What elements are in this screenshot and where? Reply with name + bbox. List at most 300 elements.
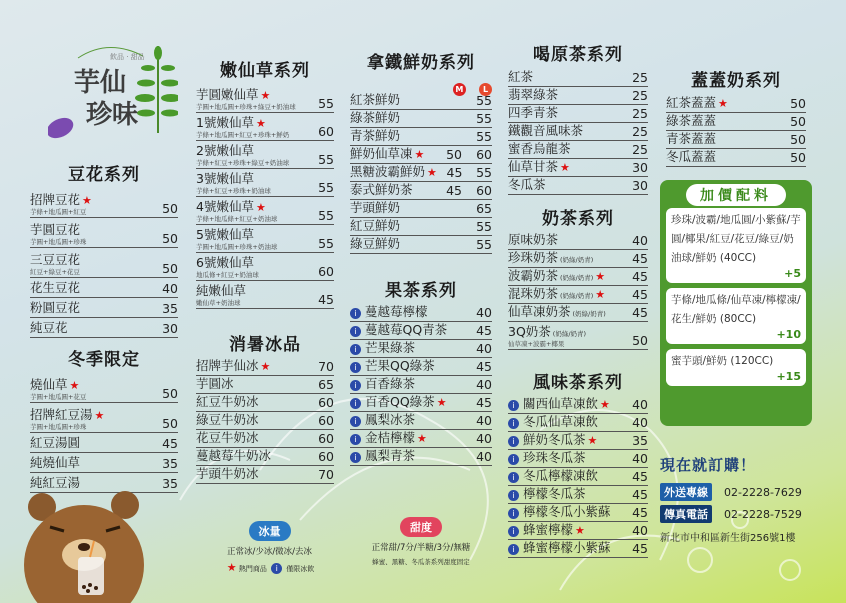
section-flavortea: [508, 368, 648, 558]
item-price: 30: [632, 178, 648, 193]
item-name: 紅茶鮮奶: [350, 92, 401, 107]
item-name: 純紅豆湯: [30, 475, 81, 490]
item-ingredients: 芋條+地瓜圓+紅豆: [30, 208, 87, 216]
fax-line: [660, 505, 820, 523]
item-price: 60: [318, 124, 334, 139]
section-grassjelly: [196, 56, 334, 309]
item-ingredients: 嫩仙草+奶油球: [196, 299, 241, 307]
item-name: 黑糖波霸鮮奶: [350, 164, 426, 179]
item-name: 紅豆鮮奶: [350, 218, 401, 233]
item-price: 45: [632, 287, 648, 302]
star-icon: ★: [600, 398, 610, 411]
item-name: 燒仙草: [30, 377, 68, 392]
menu-item-row[interactable]: [196, 197, 334, 225]
star-icon: ★: [575, 524, 585, 537]
menu-item: [350, 126, 436, 144]
section-title: 嫩仙草系列: [220, 61, 310, 81]
item-name: 蜂蜜檸檬: [523, 522, 574, 537]
menu-item: [508, 322, 622, 348]
menu-item-row[interactable]: [30, 453, 178, 473]
cold-only-icon: i: [271, 563, 282, 574]
menu-item: [30, 433, 152, 451]
menu-item: [196, 281, 308, 307]
item-name: 原味奶茶: [508, 232, 559, 247]
addon-items: 珍珠/波霸/地瓜圓/小紫蘇/芋圓/椰果/紅豆/花豆/綠豆/奶油球/鮮奶 (40CC): [671, 214, 801, 264]
item-name: 檸檬冬瓜小紫蘇: [523, 504, 611, 519]
item-note: (奶綠/奶青): [560, 274, 594, 282]
item-name: 百香QQ綠茶: [365, 394, 435, 409]
item-price: 45: [632, 251, 648, 266]
menu-item-row[interactable]: [508, 322, 648, 350]
item-price: 50: [162, 201, 178, 216]
menu-item: [350, 108, 436, 126]
item-price: 45: [632, 469, 648, 484]
item-price: 60: [318, 413, 334, 428]
item-price: 55: [318, 180, 334, 195]
section-title: 奶茶系列: [542, 209, 614, 229]
item-name: 綠茶鮮奶: [350, 110, 401, 125]
item-name: 珍珠冬瓜茶: [523, 450, 586, 465]
menu-item-row[interactable]: [30, 373, 178, 403]
menu-item: [196, 225, 308, 251]
delivery-line: [660, 483, 820, 501]
menu-item-row[interactable]: [30, 248, 178, 278]
item-price: 45: [632, 487, 648, 502]
item-price: 30: [162, 321, 178, 336]
menu-item: [196, 113, 308, 139]
sweetness-options: 正常甜/7分/半糖/3分/無糖: [371, 543, 471, 553]
item-name: 綠豆鮮奶: [350, 236, 401, 251]
cold-only-icon: i: [508, 508, 519, 519]
price-l: 55: [476, 129, 492, 144]
item-price: 45: [162, 436, 178, 451]
item-ingredients: 芋圓+地瓜圓+珍珠+綠豆+奶油球: [196, 103, 296, 111]
sweetness-title: 甜度: [400, 517, 442, 537]
menu-item: [30, 453, 152, 471]
item-note: (奶綠/奶青): [572, 310, 606, 318]
menu-item-row[interactable]: [196, 85, 334, 113]
item-price: 60: [318, 431, 334, 446]
cold-only-icon: i: [508, 418, 519, 429]
menu-item: [666, 147, 780, 165]
star-icon: ★: [255, 201, 266, 214]
menu-item: [196, 428, 308, 446]
star-icon: ★: [417, 432, 427, 445]
menu-item: [350, 338, 466, 356]
legend-cold: 僅限冰飲: [286, 565, 315, 573]
price-m: 50: [446, 147, 462, 162]
item-name: 招牌芋仙冰: [196, 358, 259, 373]
item-name: 紅豆牛奶冰: [196, 394, 259, 409]
star-icon: ★: [94, 409, 105, 422]
item-name: 翡翠綠茶: [508, 87, 559, 102]
price-m: 45: [446, 165, 463, 180]
menu-item: [350, 410, 466, 428]
item-name: 招牌豆花: [30, 192, 81, 207]
menu-item: [30, 298, 152, 316]
size-l-badge: L: [479, 83, 492, 96]
menu-item: [350, 198, 436, 216]
menu-item-row[interactable]: [196, 169, 334, 197]
item-ingredients: 芋條+地瓜條+紅豆+奶油球: [196, 215, 278, 223]
item-name: 鳳梨冰茶: [365, 412, 416, 427]
item-price: 40: [632, 451, 648, 466]
addon-group[interactable]: [666, 208, 806, 283]
menu-item: [508, 85, 622, 103]
item-price: 25: [632, 70, 648, 85]
addon-price: +5: [784, 267, 801, 280]
menu-item: [666, 129, 780, 147]
item-name: 芒果綠茶: [365, 340, 416, 355]
item-price: 35: [162, 476, 178, 491]
item-name: 仙草凍奶茶: [508, 304, 571, 319]
menu-item: [666, 111, 780, 129]
menu-item-row[interactable]: [30, 188, 178, 218]
item-price: 55: [318, 208, 334, 223]
item-price: 40: [632, 523, 648, 538]
item-price: 50: [790, 132, 806, 147]
item-name: 粉圓豆花: [30, 300, 81, 315]
cold-only-icon: i: [350, 380, 361, 391]
price-l: 55: [476, 93, 492, 108]
menu-item: [30, 250, 152, 276]
item-name: 冬瓜檸檬凍飲: [523, 468, 599, 483]
item-price: 65: [318, 377, 334, 392]
logo-line2: 珍味: [86, 100, 139, 130]
item-price: 35: [632, 433, 648, 448]
item-name: 百香綠茶: [365, 376, 416, 391]
item-name: 綠豆牛奶冰: [196, 412, 259, 427]
menu-item-row[interactable]: [508, 177, 648, 195]
section-puretea: [508, 40, 648, 195]
star-icon: ★: [427, 166, 437, 179]
item-price: 35: [162, 456, 178, 471]
menu-item: [508, 430, 622, 448]
star-icon: ★: [595, 270, 606, 283]
item-note: (奶綠/奶青): [560, 292, 594, 300]
item-name: 仙草甘茶: [508, 159, 559, 174]
item-name: 珍珠奶茶: [508, 250, 559, 265]
addon-panel: [660, 180, 812, 426]
menu-item-row[interactable]: [30, 298, 178, 318]
ice-title: 冰量: [249, 521, 291, 541]
item-ingredients: 芋圓+地瓜圓+珍珠+奶油球: [196, 243, 278, 251]
menu-item: [196, 374, 308, 392]
menu-item-row[interactable]: [666, 149, 806, 167]
section-title: 拿鐵鮮奶系列: [367, 53, 475, 73]
item-name: 混珠奶茶: [508, 286, 559, 301]
section-milktea: [508, 204, 648, 350]
star-icon: ★: [260, 360, 271, 373]
item-name: 芋圓冰: [196, 376, 234, 391]
item-price: 40: [476, 341, 492, 356]
menu-item: [350, 216, 436, 234]
menu-item: [508, 302, 622, 320]
item-price: 30: [632, 160, 648, 175]
item-price: 25: [632, 124, 648, 139]
item-price: 45: [632, 541, 648, 556]
section-title: 風味茶系列: [533, 373, 623, 393]
section-title: 豆花系列: [68, 165, 140, 185]
price-l: 55: [476, 111, 492, 126]
price-l: 55: [476, 219, 492, 234]
menu-item-row[interactable]: [30, 433, 178, 453]
section-title: 喝原茶系列: [533, 45, 623, 65]
section-title: 消暑冰品: [229, 335, 301, 355]
addon-price: +15: [776, 370, 801, 383]
section-winter: [30, 345, 178, 493]
item-name: 6號嫩仙草: [196, 255, 254, 270]
star-icon: ★: [260, 89, 271, 102]
item-price: 50: [790, 114, 806, 129]
item-name: 紅豆湯圓: [30, 435, 81, 450]
item-price: 50: [162, 261, 178, 276]
menu-item: [30, 190, 152, 216]
menu-item-row[interactable]: [196, 466, 334, 484]
item-price: 45: [476, 395, 492, 410]
menu-item: [508, 67, 622, 85]
item-price: 50: [790, 150, 806, 165]
menu-item: [508, 466, 622, 484]
item-name: 純嫩仙草: [196, 283, 247, 298]
price-l: 55: [476, 165, 492, 180]
menu-item-row[interactable]: [30, 318, 178, 338]
item-ingredients: 芋圓+地瓜圓+珍珠: [30, 238, 87, 246]
fax-phone[interactable]: 02-2228-7529: [724, 507, 802, 521]
item-price: 50: [162, 386, 178, 401]
item-name: 冬瓜仙草凍飲: [523, 414, 599, 429]
star-icon: ★: [595, 288, 606, 301]
menu-item: [508, 266, 622, 284]
ice-level-legend: [212, 520, 327, 574]
section-gaigai: [666, 66, 806, 167]
item-name: 花豆牛奶冰: [196, 430, 259, 445]
fax-label: 傳真電話: [660, 505, 712, 523]
item-name: 泰式鮮奶茶: [350, 182, 413, 197]
item-price: 50: [162, 231, 178, 246]
item-name: 芒果QQ綠茶: [365, 358, 435, 373]
item-name: 蜜香烏龍茶: [508, 141, 571, 156]
address: 新北市中和區新生街256號1樓: [660, 533, 796, 544]
item-name: 蔓越莓牛奶冰: [196, 448, 272, 463]
item-price: 40: [632, 397, 648, 412]
addon-group[interactable]: [666, 349, 806, 386]
cold-only-icon: i: [508, 544, 519, 555]
star-icon: ★: [69, 379, 80, 392]
menu-item: [508, 538, 622, 556]
item-ingredients: 芋條+紅豆+珍珠+綠豆+奶油球: [196, 159, 290, 167]
item-name: 4號嫩仙草: [196, 199, 254, 214]
item-name: 鐵觀音風味茶: [508, 123, 584, 138]
item-name: 招牌紅豆湯: [30, 407, 93, 422]
logo-tagline: 飲品 · 甜品: [110, 53, 145, 61]
section-latte: [350, 48, 492, 254]
menu-item: [350, 180, 436, 198]
item-name: 金桔檸檬: [365, 430, 416, 445]
item-price: 60: [318, 264, 334, 279]
menu-item: [196, 141, 308, 167]
item-name: 紅茶蓋蓋: [666, 95, 717, 110]
menu-item: [508, 103, 622, 121]
addon-title: 加價配料: [686, 184, 786, 206]
addon-items: 芋條/地瓜條/仙草凍/檸檬凍/花生/鮮奶 (80CC): [671, 294, 801, 325]
item-name: 關西仙草凍飲: [523, 396, 599, 411]
cold-only-icon: i: [508, 454, 519, 465]
menu-item: [666, 93, 780, 111]
menu-item: [350, 162, 437, 180]
cold-only-icon: i: [350, 308, 361, 319]
item-ingredients: 地瓜條+紅豆+奶油球: [196, 271, 259, 279]
size-m-badge: M: [453, 83, 466, 96]
item-name: 三豆豆花: [30, 252, 81, 267]
menu-item: [196, 464, 308, 482]
menu-item: [508, 394, 622, 412]
price-m: 45: [446, 183, 462, 198]
section-cooling: [196, 330, 334, 484]
star-icon: ★: [414, 148, 425, 161]
section-fruittea: [350, 276, 492, 466]
menu-item: [196, 169, 308, 195]
addon-group[interactable]: [666, 288, 806, 344]
menu-item: [508, 520, 622, 538]
menu-item: [350, 234, 436, 252]
menu-item: [508, 121, 622, 139]
menu-item-row[interactable]: [350, 236, 492, 254]
item-price: 40: [632, 415, 648, 430]
menu-item: [350, 144, 436, 162]
item-note: (奶綠/奶青): [560, 256, 594, 264]
item-name: 芋圓嫩仙草: [196, 87, 259, 102]
menu-item: [196, 392, 308, 410]
menu-item: [508, 448, 622, 466]
menu-item: [30, 318, 152, 336]
cold-only-icon: i: [508, 490, 519, 501]
item-price: 40: [476, 431, 492, 446]
menu-item: [196, 356, 308, 374]
cold-only-icon: i: [350, 362, 361, 373]
sweetness-note: 蜂蜜、黑糖、冬瓜茶系列甜度固定: [372, 558, 470, 566]
menu-item-row[interactable]: [30, 403, 178, 433]
menu-item: [350, 356, 466, 374]
brand-logo: [48, 38, 178, 148]
item-price: 45: [632, 305, 648, 320]
item-ingredients: 芋圓+地瓜圓+花豆: [30, 393, 87, 401]
menu-item: [196, 410, 308, 428]
item-name: 冬瓜茶: [508, 177, 546, 192]
cold-only-icon: i: [350, 344, 361, 355]
menu-item: [196, 446, 308, 464]
item-price: 50: [162, 416, 178, 431]
item-name: 花生豆花: [30, 280, 81, 295]
star-icon: ★: [226, 561, 237, 574]
menu-item: [508, 139, 622, 157]
item-price: 35: [162, 301, 178, 316]
section-title: 蓋蓋奶系列: [691, 71, 781, 91]
menu-item: [350, 374, 466, 392]
menu-item-row[interactable]: [508, 540, 648, 558]
price-l: 65: [476, 201, 492, 216]
menu-item: [350, 90, 436, 108]
cold-only-icon: i: [350, 452, 361, 463]
item-price: 40: [162, 281, 178, 296]
menu-item-row[interactable]: [196, 281, 334, 309]
item-name: 冬瓜蓋蓋: [666, 149, 717, 164]
item-name: 純豆花: [30, 320, 68, 335]
star-icon: ★: [82, 194, 92, 207]
menu-item-row[interactable]: [196, 253, 334, 281]
star-icon: ★: [560, 161, 570, 174]
cold-only-icon: i: [508, 400, 519, 411]
item-price: 40: [476, 413, 492, 428]
item-name: 鮮奶冬瓜茶: [523, 432, 586, 447]
item-ingredients: 仙草凍+波霸+椰果: [508, 340, 565, 348]
delivery-phone[interactable]: 02-2228-7629: [724, 485, 802, 499]
price-l: 55: [476, 237, 492, 252]
item-name: 紅茶: [508, 69, 534, 84]
price-l: 60: [476, 147, 492, 162]
menu-item: [350, 428, 466, 446]
item-name: 四季青茶: [508, 105, 559, 120]
item-price: 50: [632, 333, 648, 348]
menu-item: [508, 230, 622, 248]
star-icon: ★: [718, 97, 728, 110]
bear-mascot-illustration: [20, 485, 150, 603]
menu-item: [30, 278, 152, 296]
menu-item-row[interactable]: [508, 304, 648, 322]
menu-item: [30, 375, 152, 401]
menu-item: [508, 248, 622, 266]
menu-item: [508, 412, 622, 430]
star-icon: ★: [436, 396, 447, 409]
item-price: 25: [632, 88, 648, 103]
item-ingredients: 芋圓+地瓜圓+珍珠: [30, 423, 87, 431]
cold-only-icon: i: [508, 526, 519, 537]
menu-item-row[interactable]: [196, 113, 334, 141]
item-price: 40: [476, 305, 492, 320]
cold-only-icon: i: [350, 398, 361, 409]
menu-item-row[interactable]: [196, 225, 334, 253]
item-name: 3Q奶茶: [508, 324, 551, 339]
legend-hot: 熱門商品: [238, 565, 267, 573]
cold-only-icon: i: [508, 472, 519, 483]
menu-item-row[interactable]: [350, 448, 492, 466]
menu-item-row[interactable]: [196, 141, 334, 169]
item-price: 45: [318, 292, 334, 307]
item-ingredients: 紅豆+綠豆+花豆: [30, 268, 80, 276]
menu-item: [350, 302, 466, 320]
item-price: 45: [476, 323, 492, 338]
item-name: 3號嫩仙草: [196, 171, 254, 186]
menu-item: [350, 392, 466, 410]
item-price: 45: [632, 505, 648, 520]
item-name: 蜂蜜檸檬小紫蘇: [523, 540, 611, 555]
section-title: 冬季限定: [68, 350, 140, 370]
item-name: 蔓越莓檸檬: [365, 304, 428, 319]
menu-item: [350, 320, 466, 338]
menu-item-row[interactable]: [30, 278, 178, 298]
cold-only-icon: i: [350, 416, 361, 427]
section-title: 果茶系列: [385, 281, 457, 301]
item-note: (奶綠/奶青): [552, 330, 587, 338]
menu-item: [350, 446, 466, 464]
menu-item: [196, 197, 308, 223]
cold-only-icon: i: [508, 436, 519, 447]
menu-item: [196, 85, 308, 111]
menu-item: [508, 502, 622, 520]
menu-item-row[interactable]: [30, 218, 178, 248]
menu-item: [508, 157, 622, 175]
item-ingredients: 芋條+地瓜圓+紅豆+珍珠+鮮奶: [196, 131, 290, 139]
